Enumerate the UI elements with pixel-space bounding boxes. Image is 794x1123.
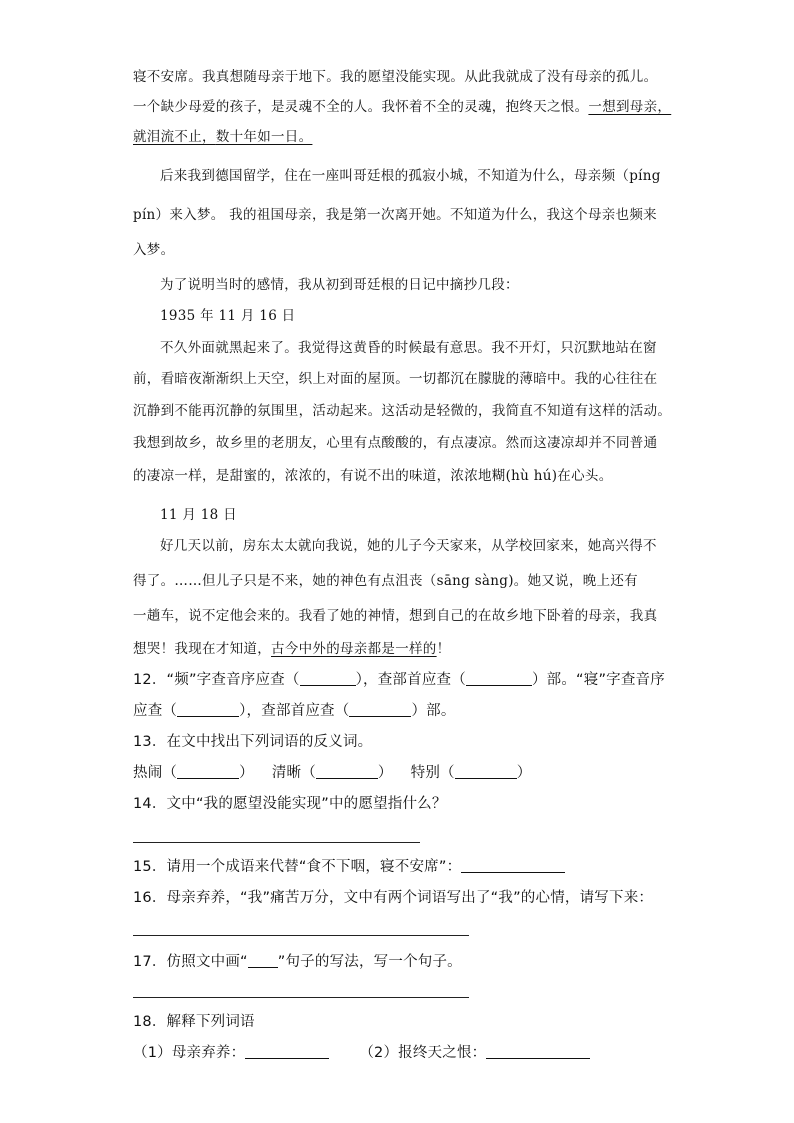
question-text: ）部。“寝”字查音序 xyxy=(531,672,665,688)
answer-blank[interactable] xyxy=(461,858,565,873)
diary-date: 11 月 18 日 xyxy=(160,507,237,523)
question-15 xyxy=(133,857,565,877)
question-text: 应查（ xyxy=(133,703,178,719)
question-text: 15．请用一个成语来代替“食不下咽，寝不安席”： xyxy=(133,859,462,875)
diary-date: 1935 年 11 月 16 日 xyxy=(160,308,296,324)
answer-blank[interactable] xyxy=(177,702,239,717)
passage-line: 的凄凉一样，是甜蜜的，浓浓的，有说不出的味道，浓浓地糊(hù hú)在心头。 xyxy=(133,468,613,484)
word-label: 热闹（ xyxy=(133,765,178,781)
question-13-items xyxy=(133,763,531,783)
answer-blank[interactable] xyxy=(245,1044,329,1059)
passage-line: pín）来入梦。 我的祖国母亲，我是第一次离开她。不知道为什么，我这个母亲也频来 xyxy=(133,207,657,223)
passage-line: 前，看暗夜渐渐织上天空，织上对面的屋顶。一切都沉在朦胧的薄暗中。我的心往往在 xyxy=(133,371,658,387)
question-text: ），查部首应查（ xyxy=(355,672,466,688)
passage-line: 不久外面就黑起来了。我觉得这黄昏的时候最有意思。我不开灯，只沉默地站在窗 xyxy=(160,340,657,356)
passage-line: 好几天以前，房东太太就向我说，她的儿子今天家来，从学校回家来，她高兴得不 xyxy=(160,538,657,554)
passage-line: 寝不安席。我真想随母亲于地下。我的愿望没能实现。从此我就成了没有母亲的孤儿。 xyxy=(133,69,658,85)
answer-blank[interactable] xyxy=(177,764,239,779)
question-14: 14．文中“我的愿望没能实现”中的愿望指什么？ xyxy=(133,796,447,812)
passage-line: 得了。……但儿子只是不来，她的神色有点沮丧（sāng sàng)。她又说，晚上还有 xyxy=(133,573,638,589)
passage-line xyxy=(133,640,450,658)
answer-line[interactable] xyxy=(133,997,469,998)
passage-line: 入梦。 xyxy=(133,242,175,258)
answer-line[interactable] xyxy=(133,935,469,936)
passage-line: 沉静到不能再沉静的氛围里，活动起来。这活动是轻微的，我简直不知道有这样的活动。 xyxy=(133,403,672,419)
passage-line xyxy=(133,128,312,146)
question-16: 16．母亲弃养，“我”痛苦万分，文中有两个词语写出了“我”的心情，请写下来： xyxy=(133,890,654,906)
answer-blank[interactable] xyxy=(486,1044,590,1059)
passage-text: ！ xyxy=(436,641,451,657)
word-label: 特别（ xyxy=(410,765,455,781)
underlined-sentence: 古今中外的母亲都是一样的 xyxy=(271,641,437,657)
term-label: （1）母亲弃养： xyxy=(133,1045,246,1061)
question-text: ），查部首应查（ xyxy=(239,703,350,719)
passage-text: 一个缺少母爱的孩子，是灵魂不全的人。我怀着不全的灵魂，抱终天之恨。 xyxy=(133,99,589,115)
answer-blank[interactable] xyxy=(300,671,356,686)
question-12-cont xyxy=(133,701,456,721)
word-label: 清晰（ xyxy=(271,765,316,781)
passage-line: 后来我到德国留学，住在一座叫哥廷根的孤寂小城，不知道为什么，母亲频（píng xyxy=(160,168,661,184)
term-label: （2）报终天之恨： xyxy=(359,1045,487,1061)
passage-line: 一趟车，说不定他会来的。我看了她的神情，想到自己的在故乡地下卧着的母亲，我真 xyxy=(133,608,658,624)
answer-line[interactable] xyxy=(133,842,420,843)
underline-sample xyxy=(248,953,278,968)
question-12 xyxy=(133,670,665,690)
underlined-sentence: 数十年如一日。 xyxy=(215,129,313,145)
question-text: ） xyxy=(239,765,254,781)
question-text: ”句子的写法，写一个句子。 xyxy=(277,954,462,970)
answer-blank[interactable] xyxy=(466,671,532,686)
question-18: 18．解释下列词语 xyxy=(133,1014,255,1030)
question-text: ）部。 xyxy=(411,703,456,719)
underlined-sentence: 一想到母亲， xyxy=(588,99,672,115)
answer-blank[interactable] xyxy=(455,764,517,779)
question-17 xyxy=(133,952,462,972)
question-13: 13．在文中找出下列词语的反义词。 xyxy=(133,734,373,750)
underlined-sentence: 就泪流不止， xyxy=(133,129,216,145)
question-text: 17．仿照文中画“ xyxy=(133,954,248,970)
passage-line xyxy=(133,98,671,116)
passage-line: 我想到故乡，故乡里的老朋友，心里有点酸酸的，有点凄凉。然而这凄凉却并不同普通 xyxy=(133,435,658,451)
question-text: ） xyxy=(377,765,393,781)
answer-blank[interactable] xyxy=(349,702,411,717)
question-18-items xyxy=(133,1043,590,1063)
question-text: ） xyxy=(516,765,532,781)
passage-line: 为了说明当时的感情，我从初到哥廷根的日记中摘抄几段： xyxy=(160,277,519,293)
passage-text: 想哭！我现在才知道， xyxy=(133,641,271,657)
question-text: 12．“频”字查音序应查（ xyxy=(133,672,300,688)
answer-blank[interactable] xyxy=(316,764,378,779)
